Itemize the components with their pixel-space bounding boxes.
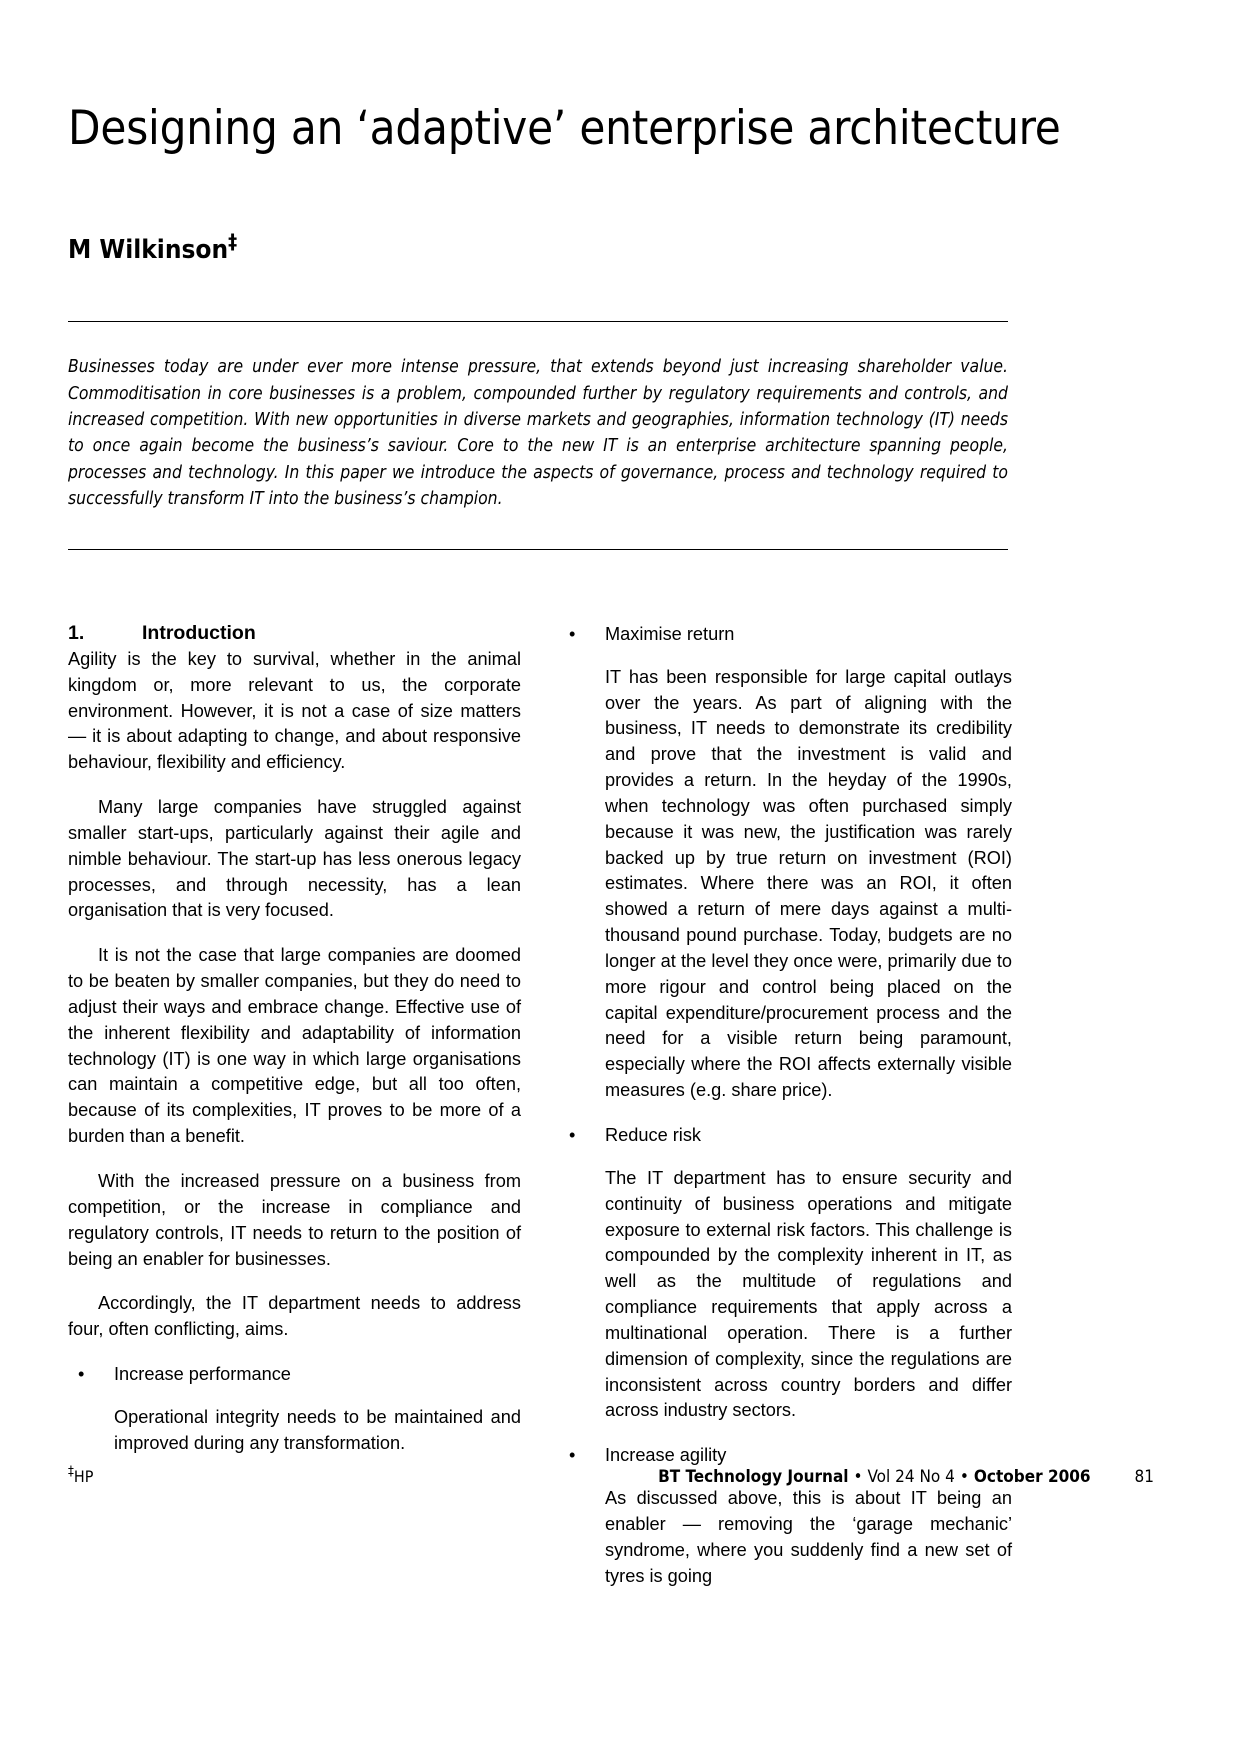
- paragraph: It is not the case that large companies are doomed to be beaten by smaller companies, but they do need to adjust their ways and embrace change. Effective use of the inherent flexibility and adaptability of information technology (IT) is one way in which large organisations can maintain a competitive edge, but all too often, because of its complexities, IT proves to be more of a burden than a benefit.: [68, 945, 521, 1147]
- right-column: [559, 622, 1012, 1590]
- bullet-heading-row: [559, 1123, 1012, 1149]
- list-item: [559, 1123, 1012, 1424]
- affiliation-footnote: [68, 1464, 94, 1486]
- author-name: M Wilkinson: [68, 235, 229, 266]
- section-number: 1.: [68, 621, 85, 644]
- aims-bullet-list-continued: [559, 622, 1012, 1590]
- page-footer: [68, 1464, 1154, 1487]
- journal-citation: [658, 1467, 1154, 1487]
- bullet-label: Increase performance: [114, 1364, 291, 1385]
- bullet-body: The IT department has to ensure security and continuity of business operations and mitigate exposure to external risk factors. This challenge is compounded by the complexity inherent in IT, as well as the multitude of regulations and compliance requirements that apply across a multinational operation. There is a further dimension of complexity, since the regulations are inconsistent across country borders and differ across industry sectors.: [605, 1167, 1012, 1421]
- author-line: [68, 229, 1154, 266]
- body-columns: [68, 622, 1012, 1590]
- paragraph: Many large companies have struggled against smaller start-ups, particularly against their agile and nimble behaviour. The start-up has less onerous legacy processes, and through necessity, has a lean organisation that is very focused.: [68, 797, 521, 921]
- abstract-rule-top: [68, 321, 1008, 322]
- citation-separator-icon: •: [959, 1467, 969, 1487]
- bullet-label: Increase agility: [605, 1445, 727, 1466]
- bullet-heading-row: [559, 1443, 1012, 1469]
- bullet-body: Operational integrity needs to be maintained and improved during any transformation.: [114, 1406, 521, 1453]
- bullet-body: As discussed above, this is about IT being an enabler — removing the ‘garage mechanic’ syndrome, where you suddenly find a new set of tyres is going: [605, 1488, 1012, 1586]
- list-item: [68, 1362, 521, 1457]
- list-item: [559, 1443, 1012, 1589]
- bullet-heading-row: [68, 1362, 521, 1388]
- bullet-label: Maximise return: [605, 623, 735, 644]
- abstract-text: Businesses today are under ever more intense pressure, that extends beyond just increasing shareholder value. Commoditisation in core businesses is a problem, compounded further by regulatory requirements and controls, and increased competition. With new opportunities in diverse markets and geographies, information technology (IT) needs to once again become the business’s saviour. Core to the new IT is an enterprise architecture spanning people, processes and technology. In this paper we introduce the aspects of governance, process and technology required to successfully transform IT into the business’s champion.: [68, 357, 1008, 510]
- aims-bullet-list: [68, 1362, 521, 1457]
- bullet-label: Reduce risk: [605, 1125, 702, 1145]
- bullet-dot-icon: •: [569, 1445, 576, 1466]
- citation-separator-icon: •: [853, 1467, 863, 1487]
- page-number: 81: [1134, 1467, 1154, 1487]
- paragraph: With the increased pressure on a business from competition, or the increase in compliance and regulatory controls, IT needs to return to the position of being an enabler for businesses.: [68, 1171, 521, 1269]
- section-title: Introduction: [142, 621, 256, 644]
- abstract-rule-bottom: [68, 549, 1008, 550]
- journal-name: BT Technology Journal: [658, 1467, 849, 1487]
- section-heading-introduction: [68, 622, 521, 645]
- bullet-dot-icon: •: [569, 1125, 576, 1145]
- paragraph: Accordingly, the IT department needs to address four, often conflicting, aims.: [68, 1293, 521, 1340]
- left-column: [68, 622, 521, 1590]
- bullet-dot-icon: •: [78, 1364, 85, 1385]
- footnote-mark: ‡: [68, 1464, 74, 1480]
- author-affiliation-mark: ‡: [228, 229, 238, 254]
- journal-date: October 2006: [973, 1467, 1091, 1487]
- page-title: Designing an ‘adaptive’ enterprise architecture: [68, 101, 1061, 156]
- list-item: [559, 622, 1012, 1104]
- paragraph: Agility is the key to survival, whether in the animal kingdom or, more relevant to us, the corporate environment. However, it is not a case of size matters — it is about adapting to change, and about responsive behaviour, flexibility and efficiency.: [68, 648, 521, 773]
- journal-volume: Vol 24 No 4: [867, 1467, 955, 1487]
- bullet-heading-row: [559, 622, 1012, 648]
- footnote-text: HP: [73, 1467, 94, 1486]
- bullet-body: IT has been responsible for large capital outlays over the years. As part of aligning with the business, IT needs to demonstrate its credibility and prove that the investment is valid and provides a return. In the heyday of the 1990s, when technology was often purchased simply because it was new, the justification was rarely backed up by true return on investment (ROI) estimates. Where there was an ROI, it often showed a return of mere days against a multi-thousand pound purchase. Today, budgets are no longer at the level they once were, primarily due to more rigour and control being placed on the capital expenditure/procurement process and the need for a visible return being paramount, especially where the ROI affects externally visible measures (e.g. share price).: [605, 666, 1012, 1101]
- bullet-dot-icon: •: [569, 623, 576, 644]
